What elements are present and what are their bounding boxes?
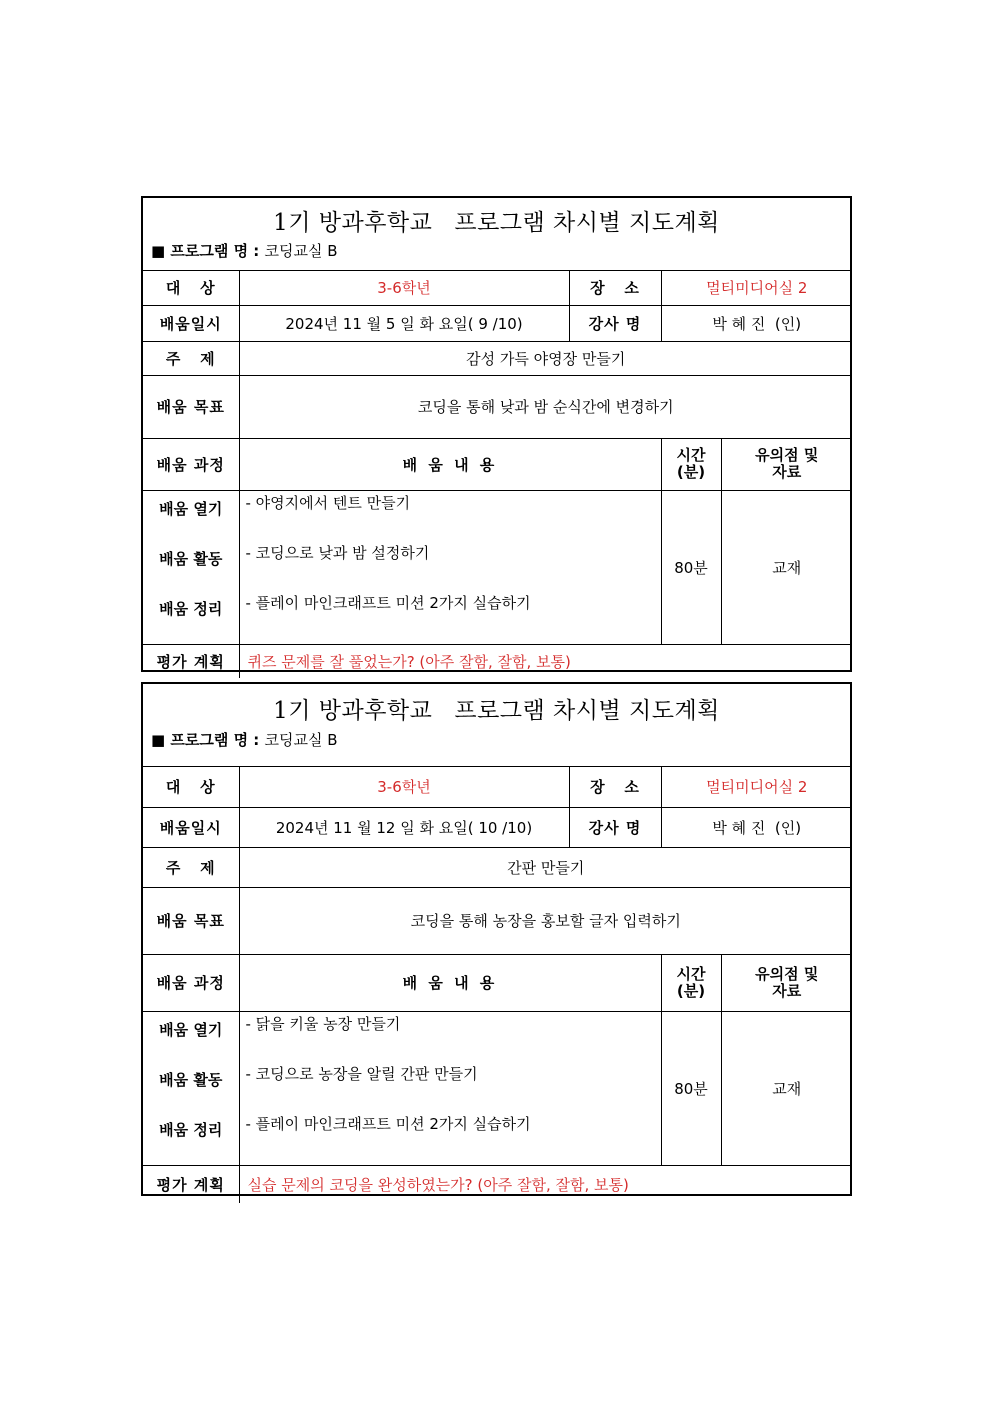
goal-value: 코딩을 통해 낮과 밤 순식간에 변경하기 bbox=[239, 375, 852, 438]
time-value: 80분 bbox=[661, 1011, 721, 1165]
process-label: 배움 과정 bbox=[143, 438, 239, 490]
date-label: 배움일시 bbox=[143, 807, 239, 847]
teacher-value: 박 혜 진 (인) bbox=[661, 305, 852, 341]
plan-title bbox=[143, 198, 850, 238]
goal-label: 배움 목표 bbox=[143, 375, 239, 438]
teacher-value: 박 혜 진 (인) bbox=[661, 807, 852, 847]
content-header: 배 움 내 용 bbox=[239, 438, 661, 490]
program-name-line bbox=[143, 726, 850, 766]
teacher-label: 강사 명 bbox=[569, 305, 661, 341]
target-label: 대 상 bbox=[143, 767, 239, 807]
step-content: - 코딩으로 농장을 알릴 간판 만들기 bbox=[245, 1064, 478, 1083]
step-content: - 코딩으로 낮과 밤 설정하기 bbox=[245, 543, 430, 562]
topic-value: 간판 만들기 bbox=[239, 847, 852, 887]
step-labels bbox=[143, 1011, 239, 1165]
title-plan: 프로그램 차시별 지도계획 bbox=[454, 210, 720, 236]
place-label: 장 소 bbox=[569, 271, 661, 305]
note-header bbox=[721, 954, 852, 1011]
topic-label: 주 제 bbox=[143, 847, 239, 887]
step-label: 배움 정리 bbox=[159, 1120, 223, 1139]
plan-title bbox=[143, 684, 850, 726]
step-label: 배움 열기 bbox=[159, 499, 223, 518]
goal-value: 코딩을 통해 농장을 홍보할 글자 입력하기 bbox=[239, 887, 852, 954]
time-header-line2: (분) bbox=[676, 981, 706, 1000]
step-contents bbox=[239, 1011, 661, 1165]
program-label: ■ 프로그램 명 : bbox=[151, 731, 260, 749]
plan-header bbox=[143, 684, 850, 767]
step-label: 배움 활동 bbox=[159, 549, 223, 568]
eval-label: 평가 계획 bbox=[143, 1165, 239, 1203]
program-name: 코딩교실 B bbox=[264, 242, 338, 260]
time-header bbox=[661, 954, 721, 1011]
note-header-line2: 자료 bbox=[772, 981, 802, 1000]
time-header bbox=[661, 438, 721, 490]
material-value: 교재 bbox=[721, 490, 852, 644]
step-content: - 플레이 마인크래프트 미션 2가지 실습하기 bbox=[245, 1114, 531, 1133]
date-label: 배움일시 bbox=[143, 305, 239, 341]
program-label: ■ 프로그램 명 : bbox=[151, 242, 260, 260]
material-value: 교재 bbox=[721, 1011, 852, 1165]
time-header-line2: (분) bbox=[676, 463, 706, 481]
time-header-line1: 시간 bbox=[676, 964, 706, 983]
target-label: 대 상 bbox=[143, 271, 239, 305]
step-label: 배움 활동 bbox=[159, 1070, 223, 1089]
goal-label: 배움 목표 bbox=[143, 887, 239, 954]
plan-table bbox=[143, 271, 852, 678]
target-value: 3-6학년 bbox=[239, 767, 569, 807]
step-content: - 닭을 키울 농장 만들기 bbox=[245, 1014, 401, 1033]
lesson-plan-2 bbox=[141, 682, 852, 1196]
date-value: 2024년 11 월 5 일 화 요일( 9 /10) bbox=[239, 305, 569, 341]
place-value: 멀티미디어실 2 bbox=[661, 767, 852, 807]
step-label: 배움 열기 bbox=[159, 1020, 223, 1039]
lesson-plan-1 bbox=[141, 196, 852, 672]
note-header bbox=[721, 438, 852, 490]
process-label: 배움 과정 bbox=[143, 954, 239, 1011]
teacher-label: 강사 명 bbox=[569, 807, 661, 847]
program-name: 코딩교실 B bbox=[264, 731, 338, 749]
step-content: - 야영지에서 텐트 만들기 bbox=[245, 493, 411, 512]
topic-value: 감성 가득 야영장 만들기 bbox=[239, 341, 852, 375]
note-header-line2: 자료 bbox=[772, 463, 802, 481]
date-value: 2024년 11 월 12 일 화 요일( 10 /10) bbox=[239, 807, 569, 847]
step-label: 배움 정리 bbox=[159, 599, 223, 618]
note-header-line1: 유의점 및 bbox=[755, 446, 819, 464]
topic-label: 주 제 bbox=[143, 341, 239, 375]
target-value: 3-6학년 bbox=[239, 271, 569, 305]
step-labels bbox=[143, 490, 239, 644]
step-content: - 플레이 마인크래프트 미션 2가지 실습하기 bbox=[245, 593, 531, 612]
time-header-line1: 시간 bbox=[676, 446, 706, 464]
title-plan: 프로그램 차시별 지도계획 bbox=[454, 698, 720, 724]
place-value: 멀티미디어실 2 bbox=[661, 271, 852, 305]
eval-value: 퀴즈 문제를 잘 풀었는가? (아주 잘함, 잘함, 보통) bbox=[239, 644, 852, 678]
note-header-line1: 유의점 및 bbox=[755, 964, 819, 983]
eval-value: 실습 문제의 코딩을 완성하였는가? (아주 잘함, 잘함, 보통) bbox=[239, 1165, 852, 1203]
plan-header bbox=[143, 198, 850, 271]
title-school: 1기 방과후학교 bbox=[273, 210, 433, 236]
plan-table bbox=[143, 767, 852, 1203]
time-value: 80분 bbox=[661, 490, 721, 644]
step-contents bbox=[239, 490, 661, 644]
title-school: 1기 방과후학교 bbox=[273, 698, 433, 724]
content-header: 배 움 내 용 bbox=[239, 954, 661, 1011]
place-label: 장 소 bbox=[569, 767, 661, 807]
program-name-line bbox=[143, 238, 850, 270]
eval-label: 평가 계획 bbox=[143, 644, 239, 678]
